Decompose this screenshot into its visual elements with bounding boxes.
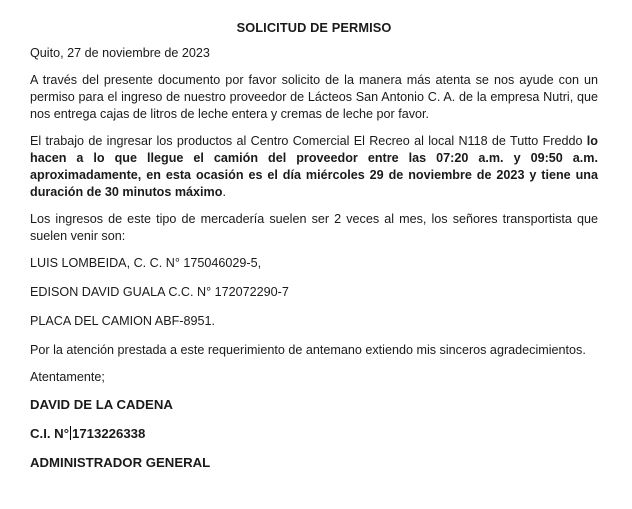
signer-id-number: 1713226338 bbox=[71, 426, 146, 441]
schedule-bold: lo hacen a lo que llegue el camión del proveedor entre las 07:20 a.m. y 09:50 a.m. aproximadamente, en esta ocasión es el día miércoles 29 de noviembre de 2023 y tiene una duración de 30 minutos máximo bbox=[30, 134, 598, 199]
paragraph-schedule bbox=[30, 133, 598, 201]
schedule-intro: El trabajo de ingresar los productos al Centro Comercial El Recreo al local N118 de Tutto Freddo bbox=[30, 134, 587, 148]
signer-name: DAVID DE LA CADENA bbox=[30, 397, 173, 412]
paragraph-request: A través del presente documento por favor solicito de la manera más atenta se nos ayude con un permiso para el ingreso de nuestro proveedor de Lácteos San Antonio C. A. de la empresa Nutri, que nos entrega cajas de litros de leche entera y cremas de leche por favor. bbox=[30, 73, 598, 121]
driver-2: EDISON DAVID GUALA C.C. N° 172072290-7 bbox=[30, 285, 289, 299]
paragraph-thanks: Por la atención prestada a este requerimiento de antemano extiendo mis sinceros agradecimientos. bbox=[30, 343, 586, 357]
signer-id bbox=[30, 425, 598, 442]
signer-id-label: C.I. N° bbox=[30, 426, 69, 441]
closing: Atentamente; bbox=[30, 370, 105, 384]
driver-1: LUIS LOMBEIDA, C. C. N° 175046029-5, bbox=[30, 256, 262, 270]
signer-role: ADMINISTRADOR GENERAL bbox=[30, 455, 211, 470]
paragraph-frequency: Los ingresos de este tipo de mercadería suelen ser 2 veces al mes, los señores transportista que suelen venir son: bbox=[30, 212, 598, 243]
text-cursor bbox=[70, 426, 71, 440]
date-line: Quito, 27 de noviembre de 2023 bbox=[30, 46, 210, 60]
document-title: SOLICITUD DE PERMISO bbox=[236, 20, 392, 35]
schedule-end: . bbox=[222, 185, 226, 199]
truck-plate: PLACA DEL CAMION ABF-8951. bbox=[30, 314, 216, 328]
